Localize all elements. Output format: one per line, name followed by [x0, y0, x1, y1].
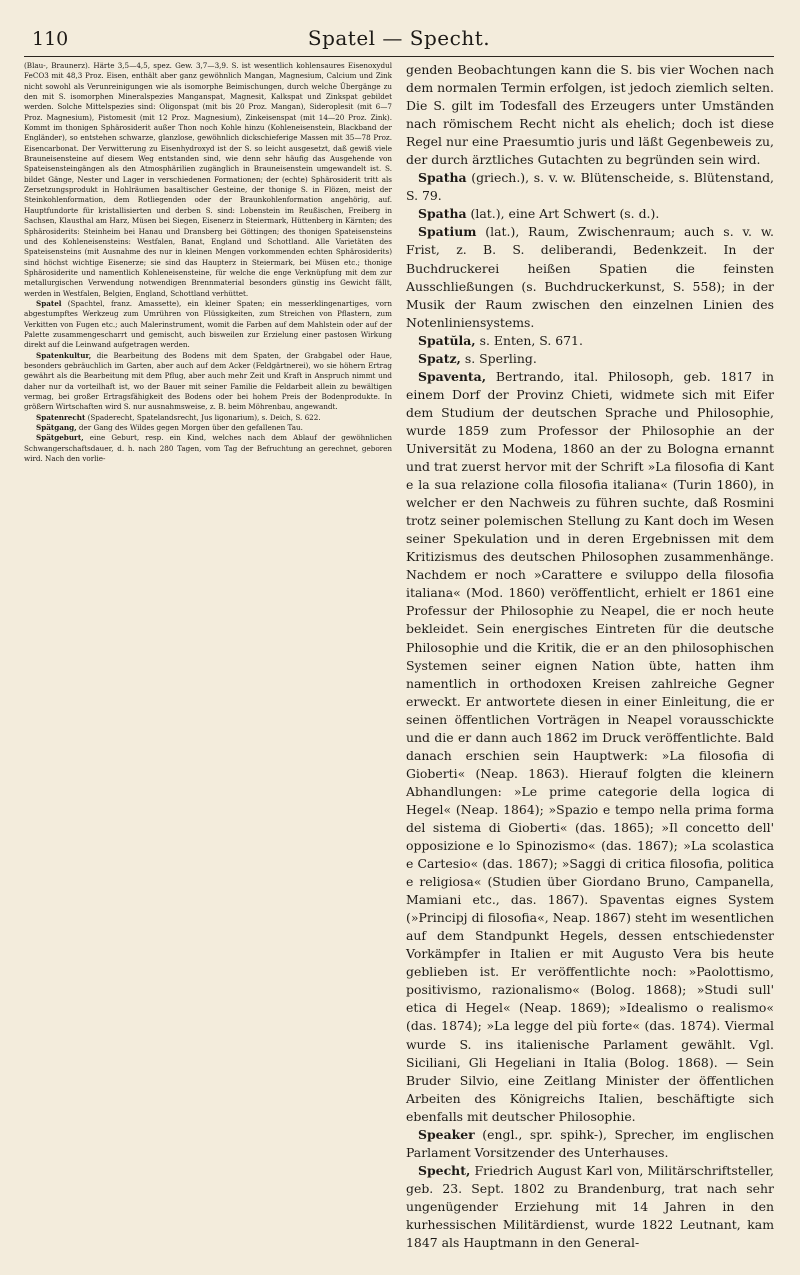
page-number: 110	[32, 28, 69, 50]
entry-text: s. Sperling.	[460, 350, 537, 366]
headword: Speaker	[418, 1126, 475, 1142]
entry-spatium	[406, 223, 774, 331]
left-column	[24, 61, 392, 1252]
entry-text: (griech.), s. v. w. Blütenscheide, s. Blütenstand, S. 79.	[406, 170, 774, 204]
headword: Spatium	[418, 224, 477, 240]
entry-spaventa	[406, 368, 774, 1126]
entry-spatenrecht	[24, 413, 392, 423]
entry-text: (lat.), Raum, Zwischenraum; auch s. v. w. Frist, z. B. S. deliberandi, Bedenkzeit. In der Buchdruckerei heißen Spatien die feinsten Ausschließungen (s. Buchdruckerkunst, S. 558); in der Musik der Raum zwischen den einzelnen Linien des Notenliniensystems.	[406, 224, 774, 330]
entry-text: (lat.), eine Art Schwert (s. d.).	[466, 206, 660, 222]
entry-spatz	[406, 350, 774, 368]
entry-spatenkultur	[24, 351, 392, 413]
entry-text: Friedrich August Karl von, Militärschriftsteller, geb. 23. Sept. 1802 zu Brandenburg, trat nach sehr ungenügender Erziehung mit 14 Jahren in den kurhessischen Militärdienst, wurde 1822 Leutnant, kam 1847 als Hauptmann in den General-	[406, 1162, 774, 1251]
entry-spatula	[406, 332, 774, 350]
entry-spaetgeburt	[24, 433, 392, 464]
page-header	[24, 22, 774, 57]
entry-text: eine Geburt, resp. ein Kind, welches nach dem Ablauf der gewöhnlichen Schwangerschaftsdauer, d. h. nach 280 Tagen, vom Tag der Befruchtung an gerechnet, geboren wird. Nach den vorlie-	[24, 433, 392, 464]
entry-text: (Spachtel, franz. Amassette), ein kleiner Spaten; ein messerklingenartiges, vorn abgestumpftes Werkzeug zum Umrühren von Flüssigkeiten, zum Streichen von Pflastern, zum Verkitten von Fugen etc.; auch Malerinstrument, womit die Farben auf dem Mahlstein oder auf der Palette zusammengescharrt und gemischt, auch bisweilen zur Erzielung einer pastosen Wirkung direkt auf die Leinwand aufgetragen werden.	[24, 298, 392, 350]
entry-speaker	[406, 1126, 774, 1162]
headword: Spaventa,	[418, 368, 487, 384]
entry-text: (Spaderecht, Spatelandsrecht, Jus ligonarium), s. Deich, S. 622.	[85, 412, 321, 422]
headword: Spätgang,	[36, 423, 77, 433]
two-column-body	[24, 61, 774, 1252]
headword: Spatha	[418, 170, 467, 186]
headword: Specht,	[418, 1162, 471, 1178]
running-title: Spatel — Specht.	[307, 26, 491, 50]
entry-continuation: (Blau-, Braunerz). Härte 3,5—4,5, spez. Gew. 3,7—3,9. S. ist wesentlich kohlensaures Eisenoxydul FeCO3 mit 48,3 Proz. Eisen, enthält aber ganz gewöhnlich Mangan, Magnesium, Calcium und Zink nicht sowohl als Verunreinigungen wie als isomorphe Beimischungen, durch welche Übergänge zu den mit S. isomorphen Mineralspezies Manganspat, Magnesit, Kalkspat und Zinkspat gebildet werden. Solche Mittelspezies sind: Oligonspat (mit bis 20 Proz. Mangan), Sideroplesit (mit 6—7 Proz. Magnesium), Pistomesit (mit 12 Proz. Magnesium), Zinkeisenspat (mit 14—20 Proz. Zink). Kommt im thonigen Sphärosiderit außer Thon noch Kohle hinzu (Kohleneisenstein, Blackband der Engländer), so entstehen schwarze, glanzlose, gewöhnlich dickschieferige Massen mit 35—78 Proz. Eisencarbonat. Der Verwitterung zu Eisenhydroxyd ist der S. so leicht ausgesetzt, daß gewiß viele Brauneisensteine auf diesem Weg entstanden sind, wie denn sehr häufig das Ausgehende von Spateisensteingängen als den Atmosphärilien zugänglich in Brauneisenstein umgewandelt ist. S. bildet Gänge, Nester und Lager in verschiedenen Formationen; der (echte) Sphärosiderit tritt als Zersetzungsprodukt in Hohlräumen basaltischer Gesteine, der thonige S. in Flözen, meist der Steinkohlenformation, dem Rotliegenden oder der Braunkohlenformation angehörig, auf. Hauptfundorte für kristallisierten und derben S. sind: Lobenstein im Reußischen, Freiberg in Sachsen, Klausthal am Harz, Müsen bei Siegen, Eisenerz in Steiermark, Hüttenberg in Kärnten; des Sphärosiderits: Steinheim bei Hanau und Dransberg bei Göttingen; des thonigen Spateisensteins und des Kohleneisensteins: Westfalen, Banat, England und Schottland. Alle Varietäten des Spateisensteins (mit Ausnahme des nur in kleinen Mengen vorkommenden echten Sphärosiderits) sind höchst wichtige Eisenerze; sie sind das Haupterz in Steiermark, bei Müsen etc.; thonige Sphärosiderite und namentlich Kohleneisensteine, für welche die enge Verknüpfung mit dem zur metallurgischen Verwendung notwendigen Brennmaterial besonders günstig ins Gewicht fällt, werden in Westfalen, Belgien, England, Schottland verhüttet.	[24, 61, 392, 298]
entry-text: Bertrando, ital. Philosoph, geb. 1817 in einem Dorf der Provinz Chieti, widmete sich mit Eifer dem Studium der deutschen Sprache und Philosophie, wurde 1859 zum Professor der Philosophie an der Universität zu Modena, 1860 an der zu Bologna ernannt und trat zuerst hervor mit der Schrift »La filosofia di Kant e la sua relazione colla filosofia italiana« (Turin 1860), in welcher er den Nachweis zu führen suchte, daß Rosmini trotz seiner polemischen Stellung zu Kant doch im Wesen seiner Spekulation und in deren Ergebnissen mit dem Kritizismus des deutschen Philosophen zusammenhänge. Nachdem er noch »Carattere e sviluppo della filosofia italiana« (Mod. 1860) veröffentlicht, erhielt er 1861 eine Professur der Philosophie zu Neapel, die er noch heute bekleidet. Sein energisches Eintreten für die deutsche Philosophie und die Kritik, die er an den philosophischen Systemen seiner eignen Nation übte, hatten ihm namentlich in orthodoxen Kreisen zahlreiche Gegner erweckt. Er antwortete diesen in einer Einleitung, die er seinen öffentlichen Vorträgen in Neapel vorausschickte und die er dann auch 1862 im Druck veröffentlichte. Bald danach erschien sein Hauptwerk: »La filosofia di Gioberti« (Neap. 1863). Hierauf folgten die kleinern Abhandlungen: »Le prime categorie della logica di Hegel« (Neap. 1864); »Spazio e tempo nella prima forma del sistema di Gioberti« (das. 1865); »Il concetto dell' opposizione e lo Spinozismo« (das. 1867); »La scolastica e Cartesio« (das. 1867); »Saggi di critica filosofia, politica e religiosa« (Studien über Giordano Bruno, Campanella, Mamiani etc., das. 1867). Spaventas eignes System (»Principj di filosofia«, Neap. 1867) steht im wesentlichen auf dem Standpunkt Hegels, dessen entschiedenster Vorkämpfer in Italien er mit Augusto Vera bis heute geblieben ist. Er veröffentlichte noch: »Paolottismo, positivismo, razionalismo« (Bolog. 1868); »Studi sull' etica di Hegel« (Neap. 1869); »Idealismo o realismo« (das. 1874); »La legge del più forte« (das. 1874). Viermal wurde S. ins italienische Parlament gewählt. Vgl. Siciliani, Gli Hegeliani in Italia (Bolog. 1868). — Sein Bruder Silvio, eine Zeitlang Minister der öffentlichen Arbeiten des Königreichs Italien, beschäftigte sich ebenfalls mit deutscher Philosophie.	[406, 368, 774, 1124]
entry-text: der Gang des Wildes gegen Morgen über den gefallenen Tau.	[76, 423, 303, 433]
entry-specht	[406, 1162, 774, 1252]
headword: Spatŭla,	[418, 332, 476, 348]
entry-text: die Bearbeitung des Bodens mit dem Spaten, der Grabgabel oder Haue, besonders gebräuchlich im Garten, aber auch auf dem Acker (Feldgärtnerei), wo sie höhern Ertrag gewährt als die Bearbeitung mit dem Pflug, aber auch mehr Zeit und Kraft in Anspruch nimmt und daher nur da vorteilhaft ist, wo der Bauer mit seiner Familie die Feldarbeit allein zu bewältigen vermag, bei großer Ertragsfähigkeit des Bodens oder bei hohem Preis der Bodenprodukte. In größern Wirtschaften wird S. nur ausnahmsweise, z. B. beim Möhrenbau, angewandt.	[24, 350, 392, 412]
entry-spaetgang	[24, 423, 392, 433]
entry-spatha-latin	[406, 205, 774, 223]
headword: Spätgeburt,	[36, 433, 84, 443]
headword: Spatenkultur,	[36, 350, 92, 360]
entry-spatha-greek	[406, 169, 774, 205]
headword: Spatha	[418, 206, 467, 222]
right-column	[406, 61, 774, 1252]
headword: Spatel	[36, 298, 62, 308]
entry-continuation: genden Beobachtungen kann die S. bis vier Wochen nach dem normalen Termin erfolgen, ist jedoch ziemlich selten. Die S. gilt im Todesfall des Erzeugers unter Umständen nach römischem Recht nicht als ehelich; doch ist diese Regel nur eine Praesumtio juris und läßt Gegenbeweis zu, der durch ärztliches Gutachten zu begründen sein wird.	[406, 62, 774, 168]
headword: Spatenrecht	[36, 412, 86, 422]
entry-spatel	[24, 299, 392, 351]
entry-text: (engl., spr. spihk-), Sprecher, im englischen Parlament Vorsitzender des Unterhauses.	[406, 1126, 774, 1160]
headword: Spatz,	[418, 350, 461, 366]
entry-text: s. Enten, S. 671.	[475, 332, 583, 348]
